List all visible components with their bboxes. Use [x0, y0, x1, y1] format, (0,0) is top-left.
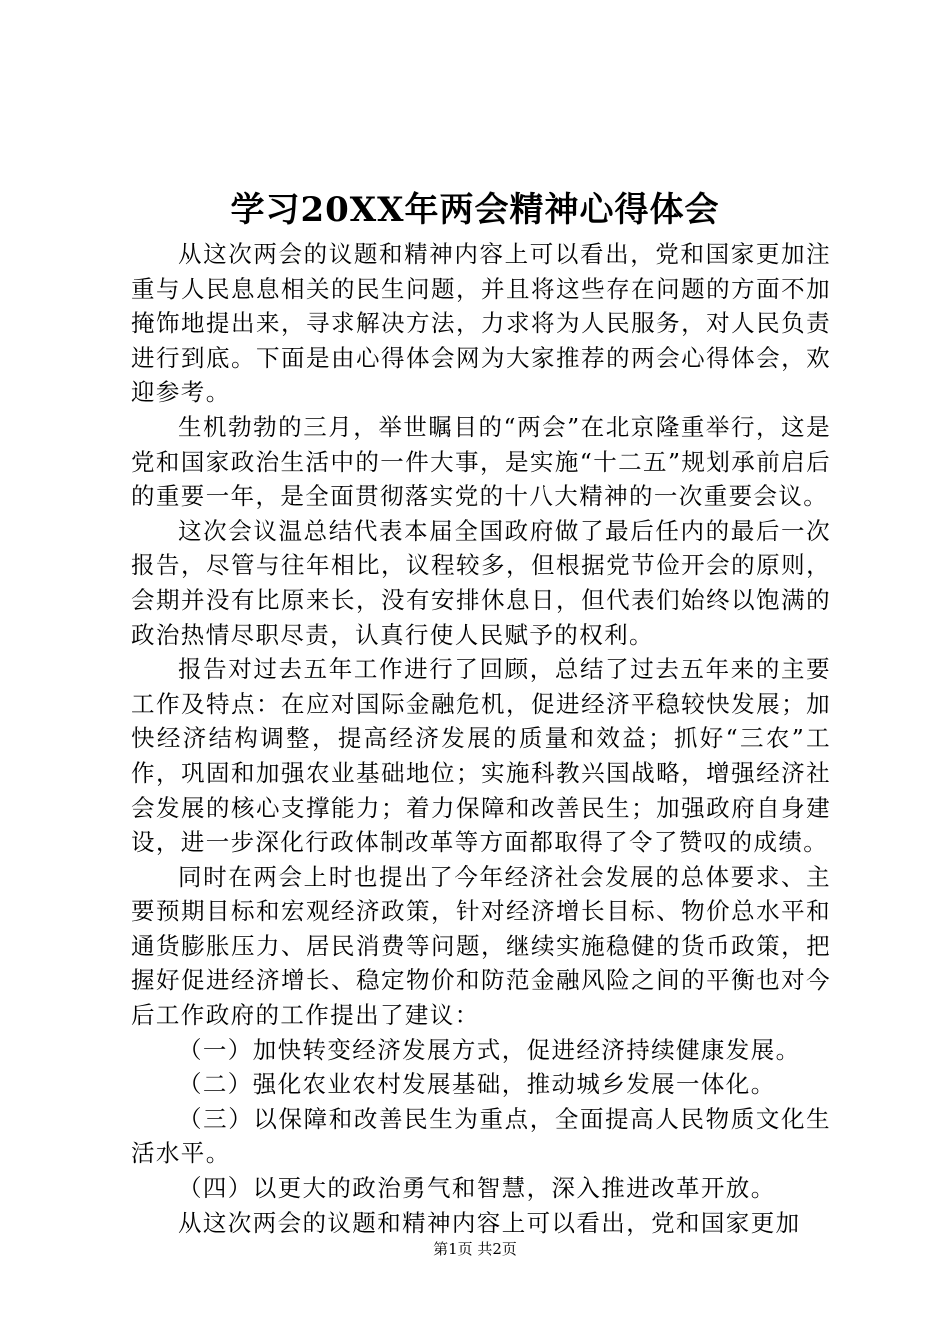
paragraph: 生机勃勃的三月，举世瞩目的“两会”在北京隆重举行，这是党和国家政治生活中的一件大事，是实施“十二五”规划承前启后的重要一年，是全面贯彻落实党的十八大精神的一次重要会议。: [131, 412, 831, 511]
paragraph: 从这次两会的议题和精神内容上可以看出，党和国家更加注重与人民息息相关的民生问题，并且将这些存在问题的方面不加掩饰地提出来，寻求解决方法，力求将为人民服务，对人民负责进行到底。下面是由心得体会网为大家推荐的两会心得体会，欢迎参考。: [131, 240, 831, 407]
document-body: [131, 237, 831, 1240]
paragraph: 这次会议温总结代表本届全国政府做了最后任内的最后一次报告，尽管与往年相比，议程较多，但根据党节俭开会的原则，会期并没有比原来长，没有安排休息日，但代表们始终以饱满的政治热情尽职尽责，认真行使人民赋予的权利。: [131, 516, 831, 649]
paragraph: 从这次两会的议题和精神内容上可以看出，党和国家更加: [178, 1208, 801, 1237]
paragraph: 同时在两会上时也提出了今年经济社会发展的总体要求、主要预期目标和宏观经济政策，针对经济增长目标、物价总水平和通货膨胀压力、居民消费等问题，继续实施稳健的货币政策，把握好促进经济增长、稳定物价和防范金融风险之间的平衡也对今后工作政府的工作提出了建议：: [131, 862, 831, 1030]
list-item: （一）加快转变经济发展方式，促进经济持续健康发展。: [178, 1035, 801, 1064]
document-title: 学习20XX年两会精神心得体会: [230, 190, 720, 230]
list-item: （三）以保障和改善民生为重点，全面提高人民物质文化生活水平。: [131, 1104, 831, 1168]
list-item: （二）强化农业农村发展基础，推动城乡发展一体化。: [178, 1070, 776, 1099]
paragraph: 报告对过去五年工作进行了回顾，总结了过去五年来的主要工作及特点：在应对国际金融危机，促进经济平稳较快发展；加快经济结构调整，提高经济发展的质量和效益；抓好“三农”工作，巩固和加强农业基础地位；实施科教兴国战略，增强经济社会发展的核心支撑能力；着力保障和改善民生；加强政府自身建设，进一步深化行政体制改革等方面都取得了令了赞叹的成绩。: [131, 655, 831, 857]
list-item: （四）以更大的政治勇气和智慧，深入推进改革开放。: [178, 1174, 776, 1203]
page-footer: 第1页 共2页: [433, 1240, 517, 1258]
